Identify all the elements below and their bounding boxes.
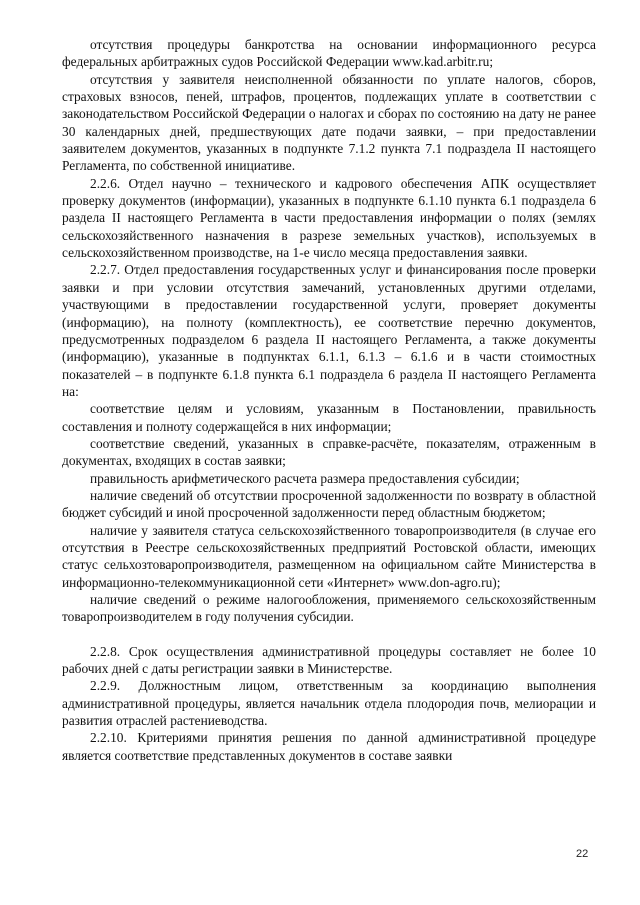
paragraph-tax-obligations: отсутствия у заявителя неисполненной обязанности по уплате налогов, сборов, страховых взносов, пеней, штрафов, процентов, подлежащих уплате в соответствии с законодательством Российской Федерации о налогах и сборах по состоянию на дату не ранее 30 календарных дней, предшествующих дате подачи заявки, – при предоставлении заявителем документов, указанных в подпункте 7.1.2 пункта 7.1 подраздела II настоящего Регламента, по собственной инициативе. bbox=[62, 71, 596, 174]
paragraph-2-2-7: 2.2.7. Отдел предоставления государственных услуг и финансирования после проверки заявки и при условии отсутствия замечаний, установленных другими отделами, участвующими в предоставлении государственной услуги, проверяет документы (информацию), на полноту (комплектность), ее соответствие перечню документов, предусмотренных подразделом 6 раздела II настоящего Регламента, а также документы (информацию), указанные в подпунктах 6.1.1, 6.1.3 – 6.1.6 и в части стоимостных показателей – в подпункте 6.1.8 пункта 6.1 подраздела 6 раздела II настоящего Регламента на: bbox=[62, 262, 596, 399]
paragraph-2-2-6: 2.2.6. Отдел научно – технического и кадрового обеспечения АПК осуществляет проверку документов (информации), указанных в подпункте 6.1.10 пункта 6.1 подраздела 6 раздела II настоящего Регламента в части предоставления информации о полях (землях сельскохозяйственного назначения в разрезе земельных участков), используемых в сельскохозяйственном производстве, на 1-е число месяца предоставления заявки. bbox=[62, 175, 596, 261]
paragraph-debt-check: наличие сведений об отсутствии просроченной задолженности по возврату в областной бюджет субсидий и иной просроченной задолженности перед областным бюджетом; bbox=[62, 487, 596, 521]
paragraph-tax-regime: наличие сведений о режиме налогообложения, применяемого сельскохозяйственным товаропроизводителем в году получения субсидии. bbox=[62, 592, 596, 625]
paragraph-2-2-9: 2.2.9. Должностным лицом, ответственным за координацию выполнения административной процедуры, является начальник отдела плодородия почв, мелиорации и развития отраслей растениеводства. bbox=[62, 678, 596, 729]
page-number: 22 bbox=[576, 848, 589, 860]
paragraph-gap bbox=[62, 626, 596, 643]
paragraph-arithmetic-check: правильность арифметического расчета размера предоставления субсидии; bbox=[90, 470, 520, 486]
paragraph-2-2-8: 2.2.8. Срок осуществления административной процедуры составляет не более 10 рабочих дней с даты регистрации заявки в Министерстве. bbox=[62, 643, 596, 677]
paragraph-producer-status: наличие у заявителя статуса сельскохозяйственного товаропроизводителя (в случае его отсутствия в Реестре сельскохозяйственных предприятий Ростовской области, имеющих статус сельхозтоваропроизводителя, размещенном на официальном сайте Министерства в информационно-телекоммуникационной сети «Интернет» www.don-agro.ru); bbox=[62, 522, 596, 590]
paragraph-2-2-10: 2.2.10. Критериями принятия решения по данной административной процедуре является соответствие представленных документов в составе заявки bbox=[62, 730, 596, 763]
document-page bbox=[62, 36, 596, 764]
paragraph-certificate-match: соответствие сведений, указанных в справке-расчёте, показателям, отраженным в документах, входящих в состав заявки; bbox=[62, 435, 596, 469]
paragraph-goals-conditions: соответствие целям и условиям, указанным в Постановлении, правильность составления и полноту содержащейся в них информации; bbox=[62, 401, 596, 434]
paragraph-bankruptcy-check: отсутствия процедуры банкротства на основании информационного ресурса федеральных арбитражных судов Российской Федерации www.kad.arbitr.ru; bbox=[62, 37, 596, 70]
